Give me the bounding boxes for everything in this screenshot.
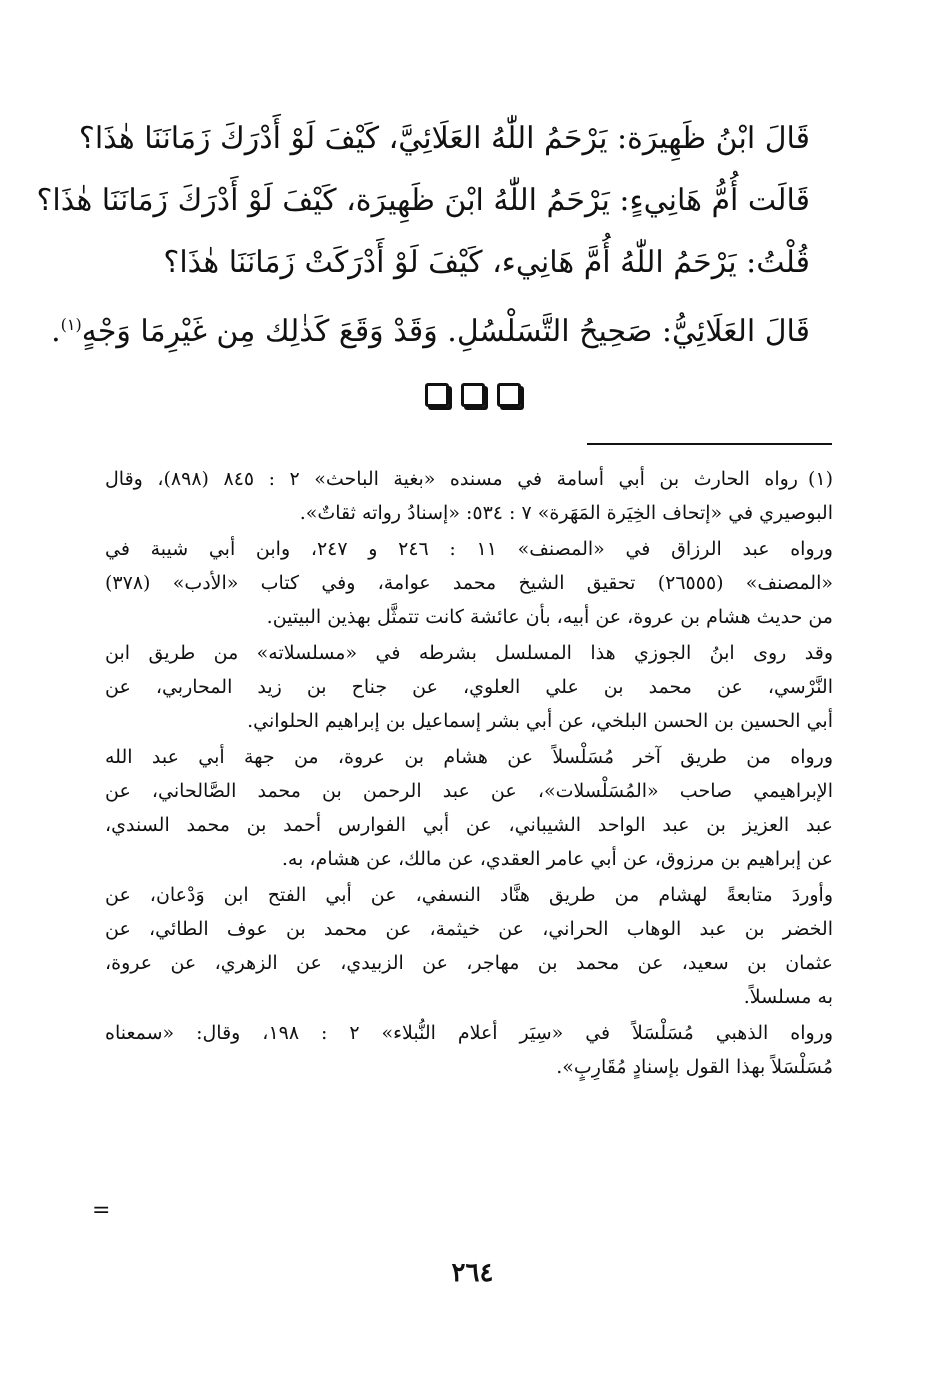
section-divider-ornaments [0,383,945,407]
footnote-line [105,704,833,738]
footnote-text: الإبراهيمي صاحب «المُسَلْسلات»، عن عبد الرحمن بن محمد الصَّالحاني، عن [105,780,833,802]
footnote-paragraph [105,1016,833,1084]
verse-text: قَالَ ابْنُ ظَهِيرَة: يَرْحَمُ اللّٰهُ العَلَائِيَّ، كَيْفَ لَوْ أَدْرَكَ زَمَانَنَا هٰذَا؟ [78,121,810,156]
verse-line [100,232,810,294]
footnote-line [105,808,833,842]
footnotes-section [105,462,833,1086]
footnote-text: به مسلسلاً. [743,986,833,1008]
footnote-paragraph [105,878,833,1014]
verse-line [51,294,810,363]
footnote-text: وقد روى ابنُ الجوزي هذا المسلسل بشرطه في «مسلسلاته» من طريق ابن [105,642,833,664]
continuation-mark: = [92,1198,111,1223]
footnote-text: النَّرْسي، عن محمد بن علي العلوي، عن جناح بن زيد المحاربي، عن [105,676,833,698]
footnote-text: الخضر بن عبد الوهاب الحراني، عن خيثمة، عن محمد بن عوف الطائي، عن [105,918,833,940]
footnote-line [105,740,833,774]
footnote-paragraph [105,462,833,530]
page-number: ٢٦٤ [451,1258,494,1288]
footnote-text: من حديث هشام بن عروة، عن أبيه، بأن عائشة كانت تتمثَّل بهذين البيتين. [266,606,833,628]
verse-line [36,170,810,232]
verse-text: قُلْتُ: يَرْحَمُ اللّٰهُ أُمَّ هَانِيء، كَيْفَ لَوْ أَدْرَكَتْ زَمَانَنَا هٰذَا؟ [163,245,810,280]
footnote-text: عثمان بن سعيد، عن محمد بن مهاجر، عن الزبيدي، عن الزهري، عن عروة، [105,952,833,974]
square-ornament-icon [425,383,449,407]
footnote-line [105,774,833,808]
footnote-line [105,878,833,912]
footnote-line [105,600,833,634]
footnote-text: وأوردَ متابعةً لهشام من طريق هنَّاد النسفي، عن أبي الفتح ابن وَدْعان، عن [105,884,833,906]
footnote-line [105,946,833,980]
footnote-reference[interactable]: (١) [60,315,82,334]
footnote-paragraph [105,532,833,634]
footnote-line [105,912,833,946]
footnote-text: أبي الحسين بن الحسن البلخي، عن أبي بشر إسماعيل بن إبراهيم الحلواني. [247,710,833,732]
footnote-text: رواه الحارث بن أبي أسامة في مسنده «بغية الباحث» ٢ : ٨٤٥ (٨٩٨)، وقال [105,468,798,490]
square-ornament-icon [461,383,485,407]
footnote-line [105,670,833,704]
footnote-line [105,980,833,1014]
footnote-text: عن إبراهيم بن مرزوق، عن أبي عامر العقدي، عن مالك، عن هشام، به. [281,848,833,870]
footnote-paragraph [105,740,833,876]
footnote-line [105,566,833,600]
footnote-text: عبد العزيز بن عبد الواحد الشيباني، عن أبي الفوارس أحمد بن محمد السندي، [105,814,833,836]
footnote-text: مُسَلْسَلاً بهذا القول بإسنادٍ مُقَارِبٍ». [556,1056,833,1078]
footnote-line [105,532,833,566]
footnote-line [105,1016,833,1050]
footnote-text: البوصيري في «إتحاف الخِيَرة المَهَرة» ٧ : ٥٣٤: «إسنادُ رواته ثقاتٌ». [299,502,833,524]
footnote-line [105,636,833,670]
square-ornament-icon [497,383,521,407]
footnote-line [105,496,833,530]
verse-text: قَالَ العَلَائِيُّ: صَحِيحُ التَّسَلْسُلِ. وَقَدْ وَقَعَ كَذٰلِك مِن غَيْرِمَا وَجْهٍ [81,314,810,349]
footnote-line [105,842,833,876]
footnote-text: ورواه من طريق آخر مُسَلْسلاً عن هشام بن عروة، من جهة أبي عبد الله [105,746,833,768]
footnote-text: ورواه الذهبي مُسَلْسَلاً في «سِيَر أعلام النُّبلاء» ٢ : ١٩٨، وقال: «سمعناه [105,1022,833,1044]
footnote-marker: (١) [807,468,833,490]
verse-text: قَالَت أُمُّ هَانِيءٍ: يَرْحَمُ اللّٰهُ ابْنَ ظَهِيرَة، كَيْفَ لَوْ أَدْرَكَ زَمَانَنَا هٰذَا؟ [36,183,810,218]
footnote-line [105,462,833,496]
footnote-separator-line [587,443,832,445]
verse-period: . [51,314,61,349]
verse-line [78,108,810,170]
poem-block [36,108,810,363]
footnote-line [105,1050,833,1084]
footnote-paragraph [105,636,833,738]
footnote-text: «المصنف» (٢٦٥٥٥) تحقيق الشيخ محمد عوامة، وفي كتاب «الأدب» (٣٧٨) [105,572,833,594]
footnote-text: ورواه عبد الرزاق في «المصنف» ١١ : ٢٤٦ و ٢٤٧، وابن أبي شيبة في [105,538,833,560]
